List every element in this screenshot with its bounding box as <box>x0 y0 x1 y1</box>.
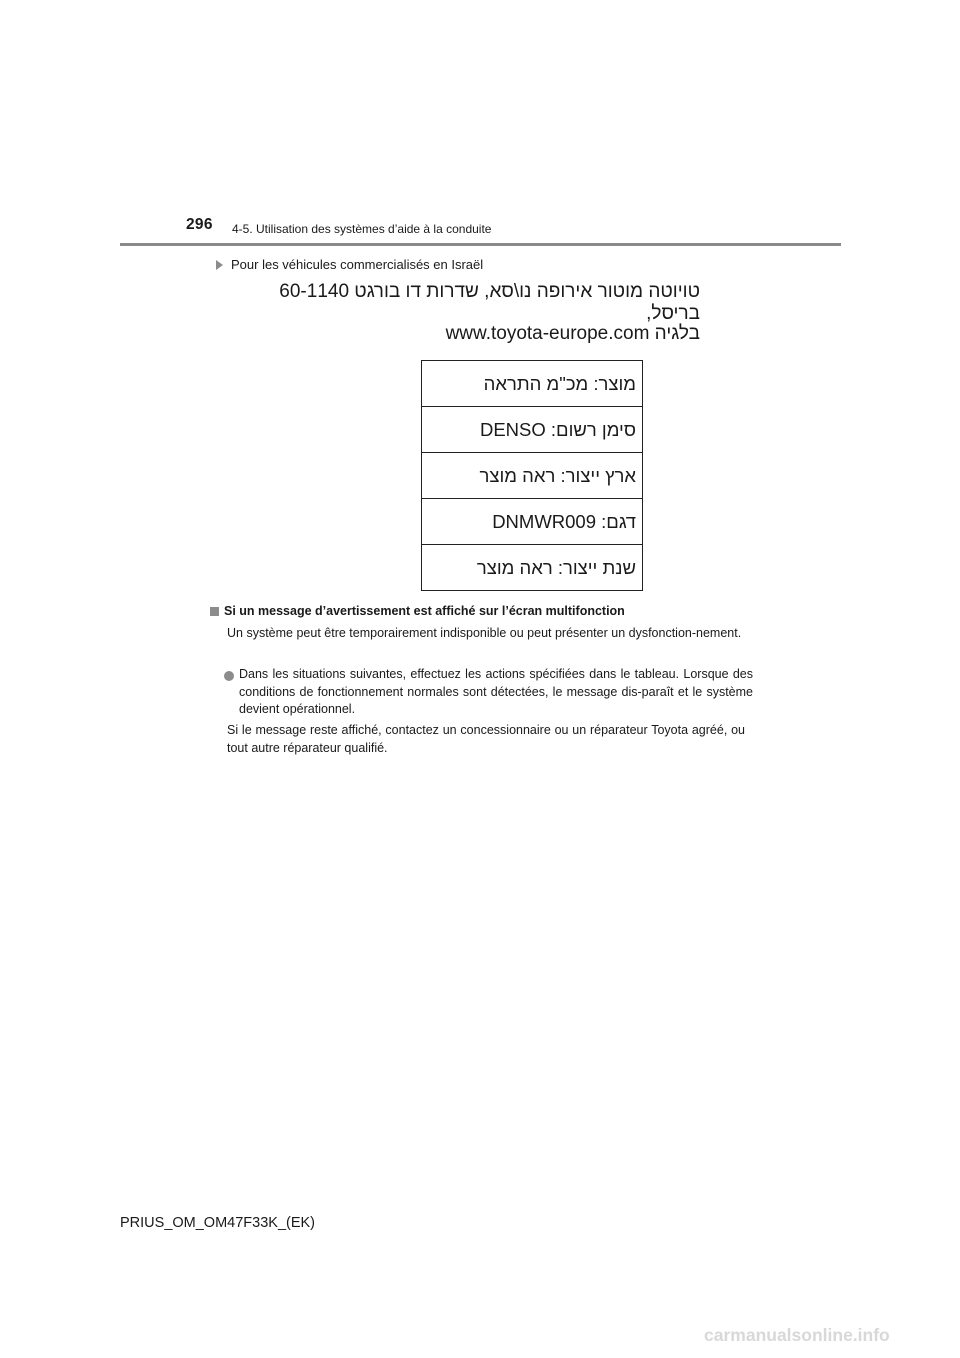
page-number: 296 <box>186 216 213 233</box>
circle-bullet-icon <box>224 671 234 681</box>
paragraph-2: Si le message reste affiché, contactez un concessionnaire ou un réparateur Toyota agréé, ou tout autre réparateur qualifié. <box>227 723 745 755</box>
table-row: מוצר: מכ"מ התראה <box>422 361 642 407</box>
section-title: 4-5. Utilisation des systèmes d’aide à la conduite <box>232 222 492 236</box>
paragraph-1: Un système peut être temporairement indisponible ou peut présenter un dysfonction-nement. <box>227 626 742 640</box>
square-bullet-icon <box>210 607 219 616</box>
hebrew-product-table <box>421 360 643 591</box>
section-heading-text: Si un message d’avertissement est affiché sur l’écran multifonction <box>224 604 625 618</box>
hebrew-address-line: טויוטה מוטור אירופה נו\סא, שדרות דו בורגט 60-1140 בריסל, <box>279 281 700 324</box>
bullet-paragraph: Dans les situations suivantes, effectuez les actions spécifiées dans le tableau. Lorsque des conditions de fonctionnement normales sont détectées, le message dis-paraît et le système devient opérationnel. <box>239 667 753 716</box>
watermark: carmanualsonline.info <box>704 1325 890 1345</box>
table-row: שנת ייצור: ראה מוצר <box>476 556 636 578</box>
table-row: ארץ ייצור: ראה מוצר <box>422 453 642 499</box>
subheading <box>216 257 483 272</box>
triangle-bullet-icon <box>216 260 223 270</box>
subheading-text: Pour les véhicules commercialisés en Israël <box>231 257 484 272</box>
header-divider <box>120 243 841 246</box>
section-heading <box>210 604 625 618</box>
table-row: סימן רשום: DENSO <box>422 407 642 453</box>
footer-doc-code: PRIUS_OM_OM47F33K_(EK) <box>120 1215 316 1231</box>
hebrew-website-line: בלגיה www.toyota-europe.com <box>445 323 700 344</box>
table-row: דגם: DNMWR009 <box>422 499 642 545</box>
